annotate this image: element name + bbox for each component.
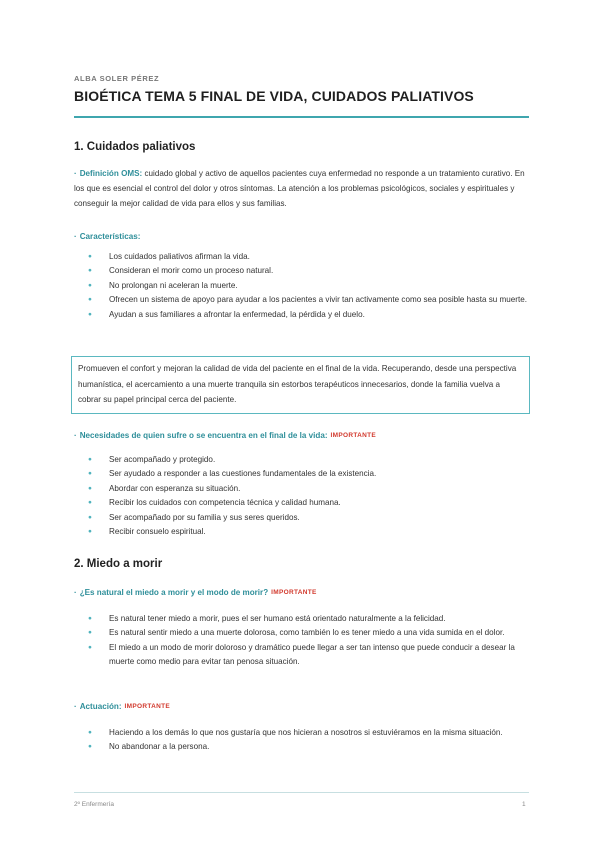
section-heading-cuidados-paliativos: 1. Cuidados paliativos: [74, 141, 196, 153]
important-tag: IMPORTANTE: [330, 432, 377, 439]
list-item: ● Es natural sentir miedo a una muerte dolorosa, como también lo es tener miedo a una vida sumida en el dolor.: [88, 626, 528, 640]
definition-label: Definición OMS:: [79, 169, 143, 178]
author-name: ALBA SOLER PÉREZ: [74, 74, 160, 83]
list-item: ● Abordar con esperanza su situación.: [88, 482, 528, 496]
list-item: ● Recibir consuelo espiritual.: [88, 525, 528, 539]
list-item: ● Ser acompañado por su familia y sus seres queridos.: [88, 511, 528, 525]
actuacion-heading: [74, 700, 170, 714]
list-item: ● Ser acompañado y protegido.: [88, 453, 528, 467]
section-heading-miedo-a-morir: 2. Miedo a morir: [74, 558, 163, 570]
list-item: ● Haciendo a los demás lo que nos gustaría que nos hicieran a nosotros si estuviéramos en la misma situación.: [88, 726, 528, 740]
definition-text: cuidado global y activo de aquellos pacientes cuya enfermedad no responde a un tratamiento curativo. En los que es esencial el control del dolor y otros síntomas. La atención a los problemas psicológicos, sociales y espirituales y conseguir la mejor calidad de vida para ellos y sus familias.: [74, 169, 525, 208]
list-item: ● No prolongan ni aceleran la muerte.: [88, 279, 528, 293]
actuacion-list: [88, 726, 528, 755]
caracteristicas-list: [88, 250, 528, 322]
list-item: ● Consideran el morir como un proceso natural.: [88, 264, 528, 278]
caracteristicas-heading: [74, 230, 140, 244]
list-item: ● Recibir los cuidados con competencia técnica y calidad humana.: [88, 496, 528, 510]
important-tag: IMPORTANTE: [124, 703, 171, 710]
natural-label: ¿Es natural el miedo a morir y el modo de morir?: [79, 588, 269, 597]
footer-divider: [74, 792, 529, 793]
list-item: ● Ofrecen un sistema de apoyo para ayudar a los pacientes a vivir tan activamente como sea posible hasta su muerte.: [88, 293, 528, 307]
caracteristicas-label: Características:: [79, 232, 141, 241]
page-number: 1: [522, 801, 526, 808]
list-item: ● No abandonar a la persona.: [88, 740, 528, 754]
list-item: ● Es natural tener miedo a morir, pues el ser humano está orientado naturalmente a la felicidad.: [88, 612, 528, 626]
definition-paragraph: [74, 166, 529, 211]
important-tag: IMPORTANTE: [271, 589, 317, 596]
list-item: ● El miedo a un modo de morir doloroso y dramático puede llegar a ser tan intenso que puede conducir a desear la muerte como medio para evitar tan penosa situación.: [88, 641, 528, 670]
necesidades-list: [88, 453, 528, 539]
necesidades-label: Necesidades de quien sufre o se encuentra en el final de la vida:: [79, 431, 328, 440]
list-item: ● Los cuidados paliativos afirman la vida.: [88, 250, 528, 264]
document-title: BIOÉTICA TEMA 5 FINAL DE VIDA, CUIDADOS PALIATIVOS: [74, 88, 474, 104]
actuacion-label: Actuación:: [79, 702, 122, 711]
title-divider: [74, 116, 529, 118]
natural-heading: [74, 586, 317, 600]
natural-list: [88, 612, 528, 670]
callout-box: Promueven el confort y mejoran la calidad de vida del paciente en el final de la vida. Recuperando, desde una perspectiva humanística, el acercamiento a una muerte tranquila sin estorbos terapéuticos innecesarios, donde la familia vuelva a cobrar su papel principal cerca del paciente.: [71, 356, 530, 414]
natural-bullet: ·: [74, 588, 77, 597]
caracteristicas-bullet: ·: [74, 232, 77, 241]
actuacion-bullet: ·: [74, 702, 77, 711]
necesidades-heading: [74, 429, 376, 443]
necesidades-bullet: ·: [74, 431, 77, 440]
footer-course: 2º Enfermería: [74, 801, 114, 808]
definition-bullet: ·: [74, 169, 77, 178]
list-item: ● Ayudan a sus familiares a afrontar la enfermedad, la pérdida y el duelo.: [88, 308, 528, 322]
list-item: ● Ser ayudado a responder a las cuestiones fundamentales de la existencia.: [88, 467, 528, 481]
